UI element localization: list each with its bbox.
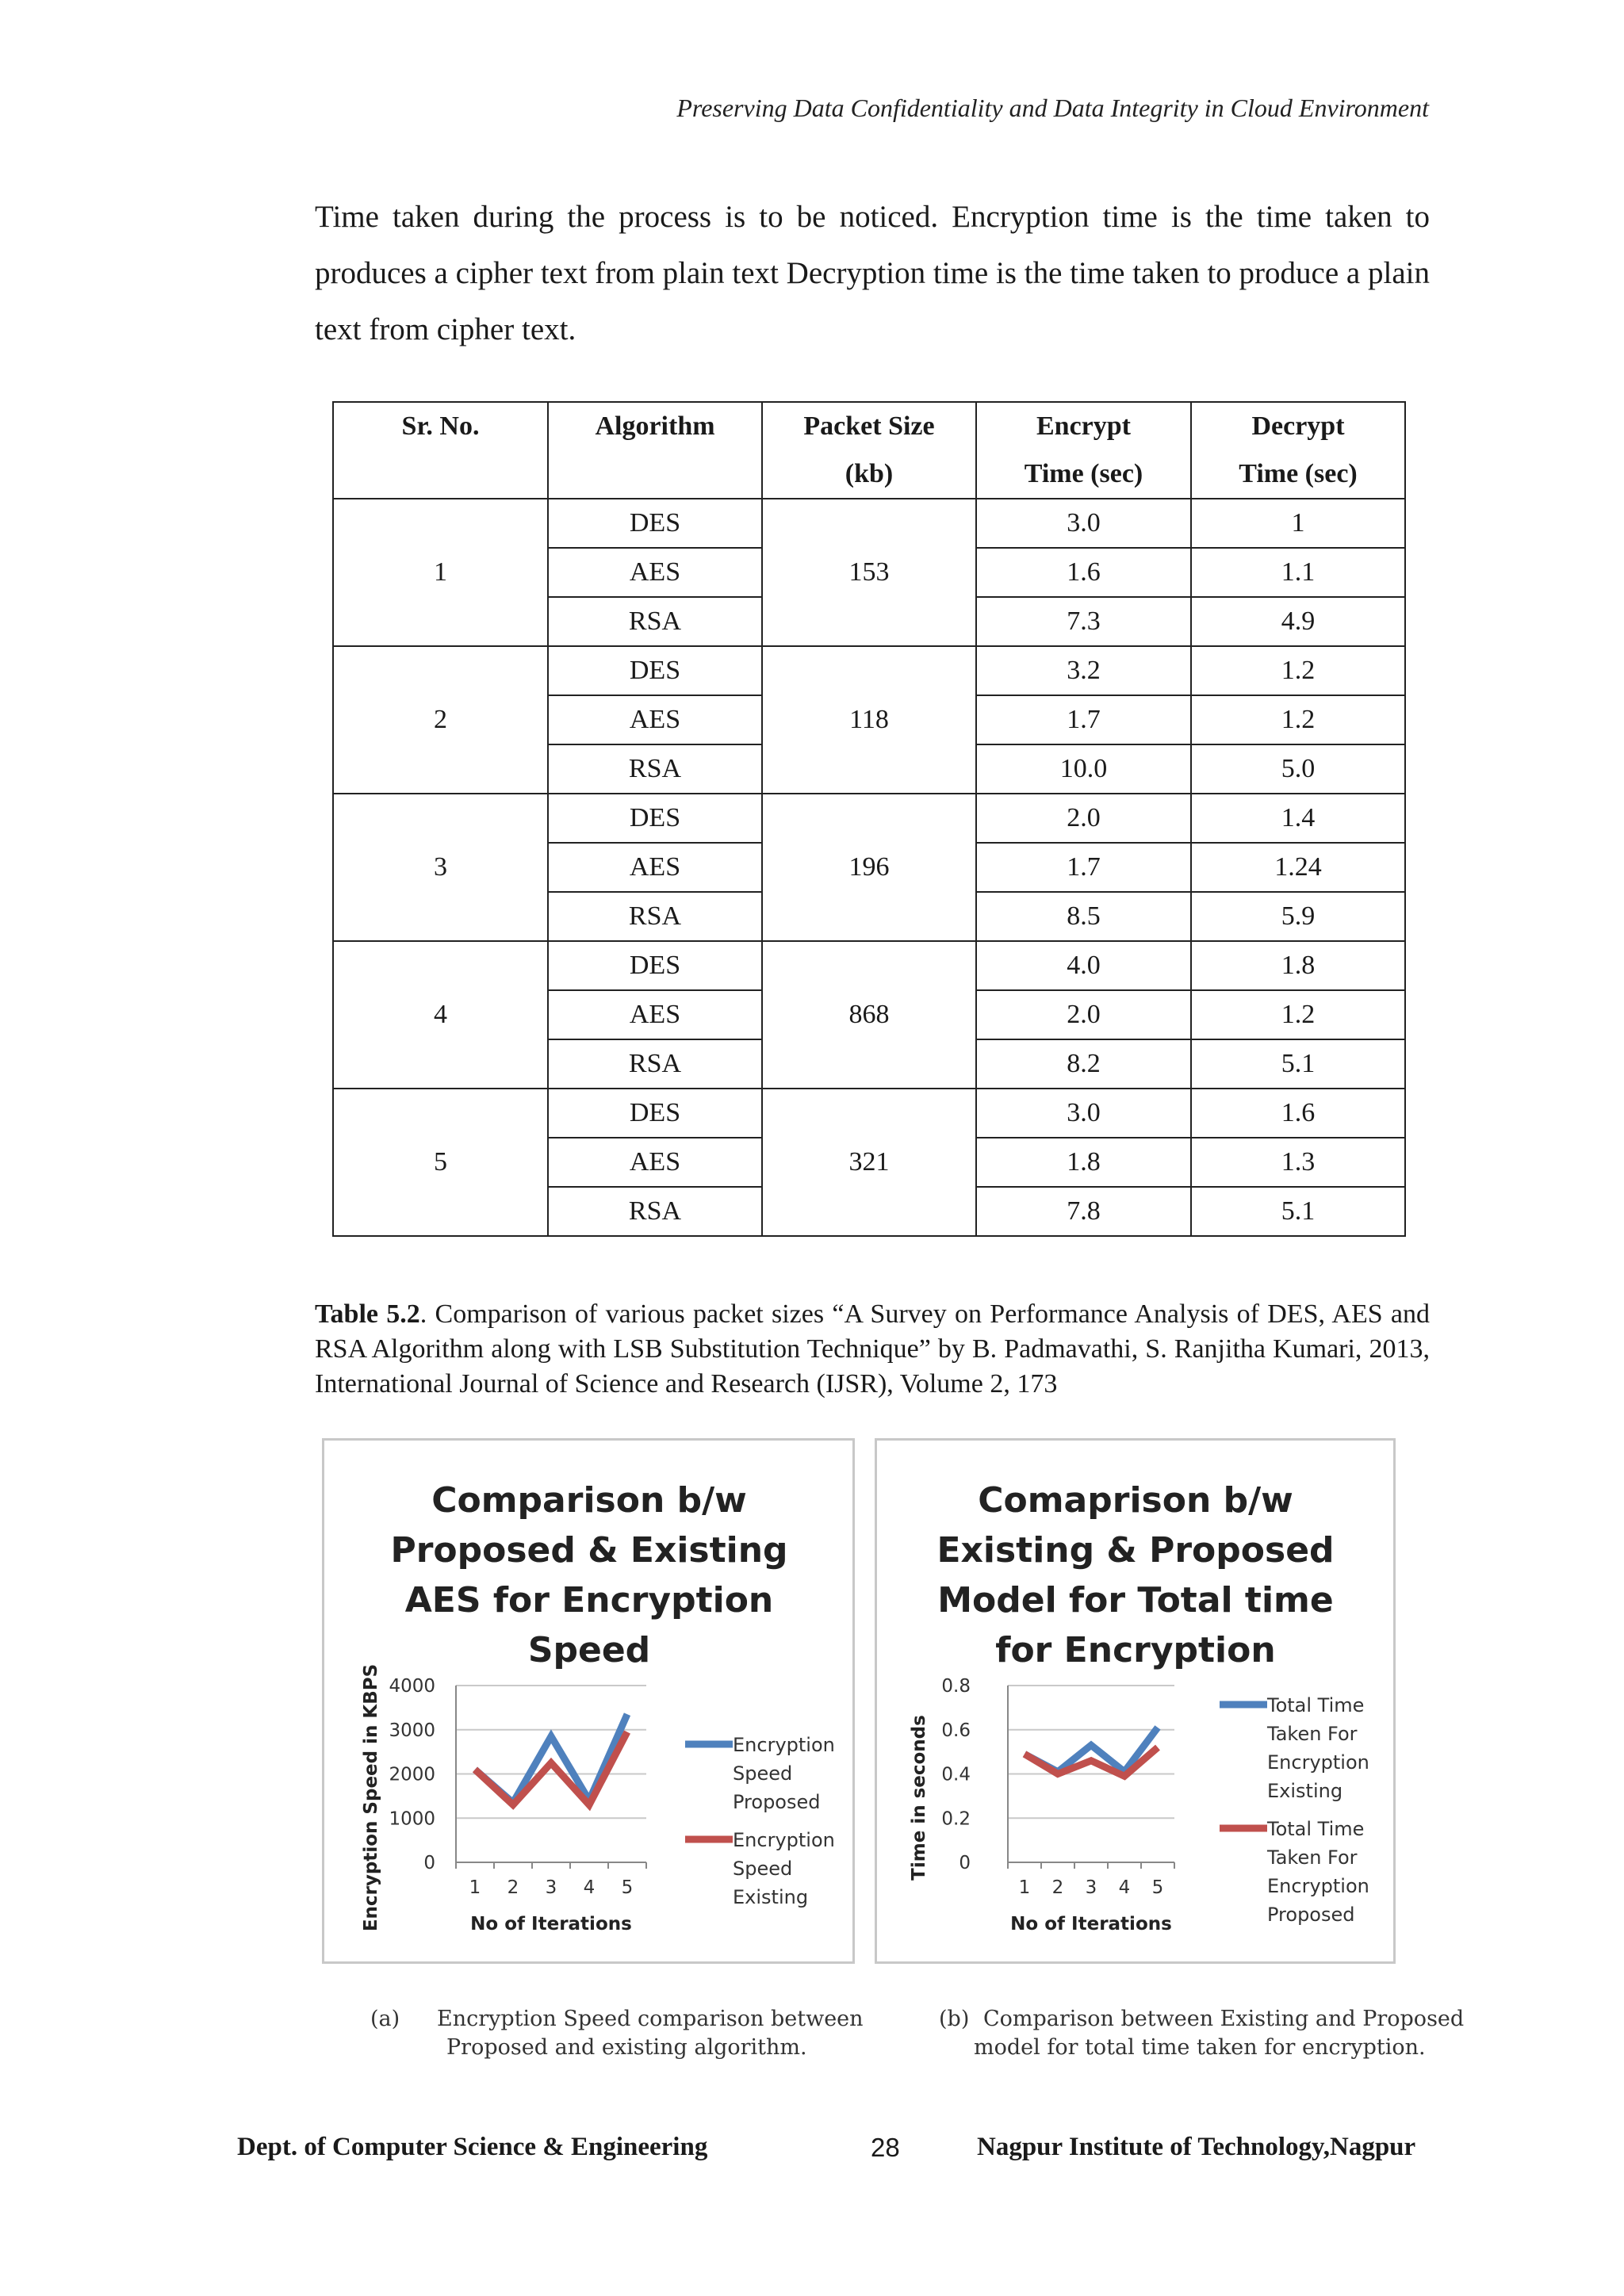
x-tick-label: 5 (1151, 1877, 1164, 1898)
chart-title-line: Proposed & Existing (390, 1530, 788, 1571)
cell-decrypt-time: 1.2 (1191, 646, 1405, 695)
table-caption-text: . Comparison of various packet sizes “A Survey on Performance Analysis of DES, AES and RSA Algorithm along with LSB Substitution Technique” by B. Padmavathi, S. Ranjitha Kumari, 2013, International Journal of Science and Research (IJSR), Volume 2, 173 (315, 1299, 1430, 1399)
comparison-table (332, 401, 1406, 1237)
cell-encrypt-time: 8.5 (976, 892, 1191, 941)
cell-algorithm: DES (548, 646, 762, 695)
x-tick-label: 2 (1051, 1877, 1064, 1898)
chart-title-line: Existing & Proposed (936, 1530, 1335, 1571)
y-axis-label: Time in seconds (909, 1715, 929, 1881)
cell-algorithm: DES (548, 499, 762, 548)
col-header-encrypt-time: Encrypt Time (sec) (976, 402, 1191, 499)
cell-decrypt-time: 1.3 (1191, 1138, 1405, 1187)
legend-label-line: Encryption (1267, 1751, 1369, 1774)
y-tick-label: 2000 (389, 1764, 435, 1785)
y-tick-label: 4000 (389, 1676, 435, 1697)
table-row (333, 941, 1405, 990)
cell-algorithm: DES (548, 1089, 762, 1138)
legend-label-line: Taken For (1267, 1723, 1358, 1745)
cell-decrypt-time: 5.9 (1191, 892, 1405, 941)
legend-label-line: Existing (733, 1886, 809, 1908)
table-row (333, 1089, 1405, 1138)
cell-algorithm: RSA (548, 744, 762, 794)
cell-packet-size: 321 (762, 1089, 976, 1236)
x-tick-label: 2 (507, 1877, 519, 1898)
y-tick-label: 0.4 (941, 1764, 971, 1785)
y-tick-label: 1000 (389, 1808, 435, 1830)
cell-algorithm: AES (548, 990, 762, 1039)
y-tick-label: 0.2 (941, 1808, 971, 1830)
cell-sr-no: 5 (333, 1089, 548, 1236)
cell-packet-size: 196 (762, 794, 976, 941)
cell-sr-no: 1 (333, 499, 548, 646)
cell-sr-no: 2 (333, 646, 548, 794)
cell-algorithm: AES (548, 1138, 762, 1187)
chart-title-line: Comaprison b/w (978, 1480, 1293, 1521)
cell-encrypt-time: 3.0 (976, 499, 1191, 548)
y-tick-label: 3000 (389, 1720, 435, 1741)
cell-algorithm: RSA (548, 597, 762, 646)
y-tick-label: 0.8 (941, 1676, 971, 1697)
cell-algorithm: AES (548, 548, 762, 597)
table-caption-label: Table 5.2 (315, 1299, 420, 1329)
cell-encrypt-time: 3.0 (976, 1089, 1191, 1138)
cell-encrypt-time: 1.8 (976, 1138, 1191, 1187)
y-axis-label: Encryption Speed in KBPS (361, 1663, 381, 1932)
cell-decrypt-time: 4.9 (1191, 597, 1405, 646)
cell-algorithm: RSA (548, 1039, 762, 1089)
cell-decrypt-time: 1.8 (1191, 941, 1405, 990)
cell-decrypt-time: 1.6 (1191, 1089, 1405, 1138)
cell-algorithm: AES (548, 695, 762, 744)
table-row (333, 646, 1405, 695)
col-header-sr: Sr. No. (333, 402, 548, 499)
col-header-packet-size: Packet Size (kb) (762, 402, 976, 499)
cell-encrypt-time: 1.7 (976, 843, 1191, 892)
legend-label-line: Total Time (1267, 1818, 1365, 1840)
cell-encrypt-time: 2.0 (976, 794, 1191, 843)
cell-decrypt-time: 5.1 (1191, 1187, 1405, 1236)
subcaption-b-line-2: model for total time taken for encryption. (974, 2035, 1426, 2060)
cell-encrypt-time: 1.7 (976, 695, 1191, 744)
legend-label-line: Encryption (733, 1734, 835, 1756)
cell-encrypt-time: 10.0 (976, 744, 1191, 794)
x-tick-label: 3 (545, 1877, 557, 1898)
legend-label-line: Total Time (1267, 1694, 1365, 1716)
cell-decrypt-time: 1.2 (1191, 695, 1405, 744)
legend-label-line: Taken For (1267, 1846, 1358, 1869)
legend-label-line: Speed (733, 1762, 793, 1785)
cell-encrypt-time: 7.8 (976, 1187, 1191, 1236)
cell-decrypt-time: 1.24 (1191, 843, 1405, 892)
x-axis-label: No of Iterations (1010, 1914, 1172, 1934)
subcaption-a-line-2: Proposed and existing algorithm. (446, 2035, 807, 2060)
cell-decrypt-time: 1.4 (1191, 794, 1405, 843)
chart-title-line: AES for Encryption (404, 1580, 774, 1621)
cell-decrypt-time: 5.0 (1191, 744, 1405, 794)
col-header-algorithm: Algorithm (548, 402, 762, 499)
chart-title-line: Model for Total time (937, 1580, 1334, 1621)
legend-label-line: Existing (1267, 1780, 1343, 1802)
legend-label-line: Encryption (733, 1829, 835, 1851)
table-caption (315, 1297, 1430, 1402)
subcaption-b-label: (b) (939, 2007, 970, 2031)
cell-sr-no: 3 (333, 794, 548, 941)
intro-paragraph: Time taken during the process is to be noticed. Encryption time is the time taken to produces a cipher text from plain text Decryption time is the time taken to produce a plain text from cipher text. (315, 200, 1430, 346)
legend-label-line: Proposed (733, 1791, 821, 1813)
table-header-row (333, 402, 1405, 499)
cell-encrypt-time: 1.6 (976, 548, 1191, 597)
cell-encrypt-time: 4.0 (976, 941, 1191, 990)
x-tick-label: 1 (469, 1877, 481, 1898)
legend-label-line: Speed (733, 1858, 793, 1880)
subcaption-a-label: (a) (370, 2007, 400, 2031)
footer-page-number: 28 (871, 2133, 900, 2162)
cell-algorithm: AES (548, 843, 762, 892)
chart-title-line: Comparison b/w (431, 1480, 747, 1521)
table-row (333, 499, 1405, 548)
chart-title-line: for Encryption (995, 1630, 1276, 1670)
cell-encrypt-time: 7.3 (976, 597, 1191, 646)
x-axis-label: No of Iterations (470, 1914, 632, 1934)
footer-institute: Nagpur Institute of Technology,Nagpur (977, 2133, 1416, 2161)
x-tick-label: 5 (621, 1877, 634, 1898)
running-header: Preserving Data Confidentiality and Data Integrity in Cloud Environment (676, 94, 1429, 122)
footer-department: Dept. of Computer Science & Engineering (237, 2133, 708, 2161)
y-tick-label: 0 (423, 1853, 435, 1873)
cell-decrypt-time: 5.1 (1191, 1039, 1405, 1089)
legend-label-line: Encryption (1267, 1875, 1369, 1897)
cell-algorithm: DES (548, 941, 762, 990)
chart-title-line: Speed (527, 1630, 651, 1670)
cell-decrypt-time: 1.2 (1191, 990, 1405, 1039)
col-header-decrypt-time: Decrypt Time (sec) (1191, 402, 1405, 499)
cell-decrypt-time: 1.1 (1191, 548, 1405, 597)
x-tick-label: 4 (583, 1877, 596, 1898)
y-tick-label: 0 (959, 1853, 971, 1873)
cell-packet-size: 118 (762, 646, 976, 794)
table-body (333, 499, 1405, 1236)
cell-algorithm: RSA (548, 892, 762, 941)
chart-a-frame (322, 1438, 855, 1964)
subcaption-a-line-1: Encryption Speed comparison between (437, 2007, 864, 2031)
chart-b-frame (875, 1438, 1396, 1964)
cell-encrypt-time: 2.0 (976, 990, 1191, 1039)
cell-encrypt-time: 3.2 (976, 646, 1191, 695)
table-row (333, 794, 1405, 843)
subcaption-b-line-1: Comparison between Existing and Proposed (983, 2007, 1465, 2031)
cell-packet-size: 868 (762, 941, 976, 1089)
cell-algorithm: RSA (548, 1187, 762, 1236)
y-tick-label: 0.6 (941, 1720, 971, 1741)
cell-algorithm: DES (548, 794, 762, 843)
x-tick-label: 4 (1118, 1877, 1131, 1898)
x-tick-label: 1 (1018, 1877, 1031, 1898)
cell-sr-no: 4 (333, 941, 548, 1089)
cell-decrypt-time: 1 (1191, 499, 1405, 548)
cell-encrypt-time: 8.2 (976, 1039, 1191, 1089)
chart-a (324, 1441, 852, 1961)
legend-label-line: Proposed (1267, 1904, 1355, 1926)
x-tick-label: 3 (1085, 1877, 1097, 1898)
chart-b (877, 1441, 1393, 1961)
cell-packet-size: 153 (762, 499, 976, 646)
